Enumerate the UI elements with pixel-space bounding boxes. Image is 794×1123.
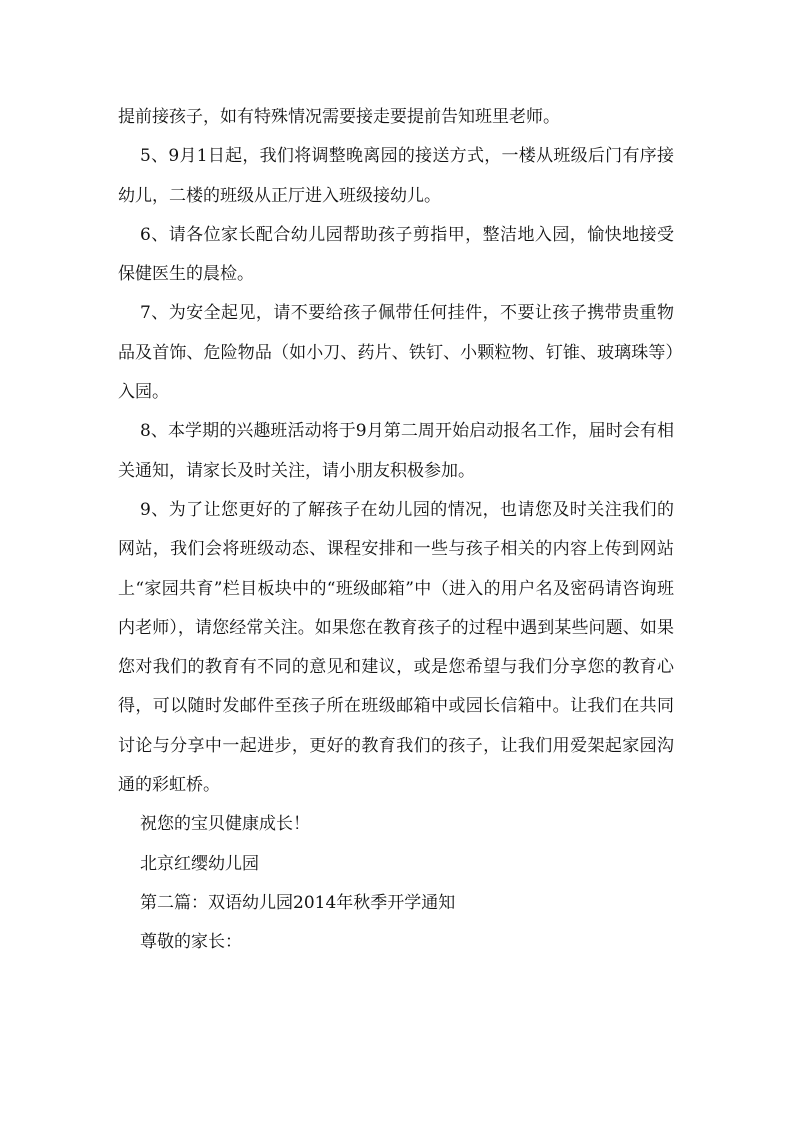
paragraph-item-5: 5、9月1日起，我们将调整晚离园的接送方式，一楼从班级后门有序接幼儿，二楼的班级从正厅进入班级接幼儿。 xyxy=(118,146,674,206)
paragraph-item-7: 7、为安全起见，请不要给孩子佩带任何挂件，不要让孩子携带贵重物品及首饰、危险物品（如小刀、药片、铁钉、小颗粒物、钉锥、玻璃珠等）入园。 xyxy=(118,303,674,403)
paragraph-continuation: 提前接孩子，如有特殊情况需要接走要提前告知班里老师。 xyxy=(118,107,560,127)
paragraph-item-9: 9、为了让您更好的了解孩子在幼儿园的情况，也请您及时关注我们的网站，我们会将班级动态、课程安排和一些与孩子相关的内容上传到网站上“家园共育”栏目板块中的“班级邮箱”中（进入的用户名及密码请咨询班内老师），请您经常关注。如果您在教育孩子的过程中遇到某些问题、如果您对我们的教育有不同的意见和建议，或是您希望与我们分享您的教育心得，可以随时发邮件至孩子所在班级邮箱中或园长信箱中。让我们在共同讨论与分享中一起进步，更好的教育我们的孩子，让我们用爱架起家园沟通的彩虹桥。 xyxy=(118,499,674,796)
document-body xyxy=(118,98,674,963)
paragraph-item-8: 8、本学期的兴趣班活动将于9月第二周开始启动报名工作，届时会有相关通知，请家长及时关注，请小朋友积极参加。 xyxy=(118,421,674,481)
paragraph-item-6: 6、请各位家长配合幼儿园帮助孩子剪指甲，整洁地入园，愉快地接受保健医生的晨检。 xyxy=(118,224,674,285)
signature-organization: 北京红缨幼儿园 xyxy=(140,853,259,874)
section-title: 第二篇：双语幼儿园2014年秋季开学通知 xyxy=(140,892,456,913)
closing-wish: 祝您的宝贝健康成长！ xyxy=(140,814,310,835)
salutation: 尊敬的家长： xyxy=(140,932,242,953)
